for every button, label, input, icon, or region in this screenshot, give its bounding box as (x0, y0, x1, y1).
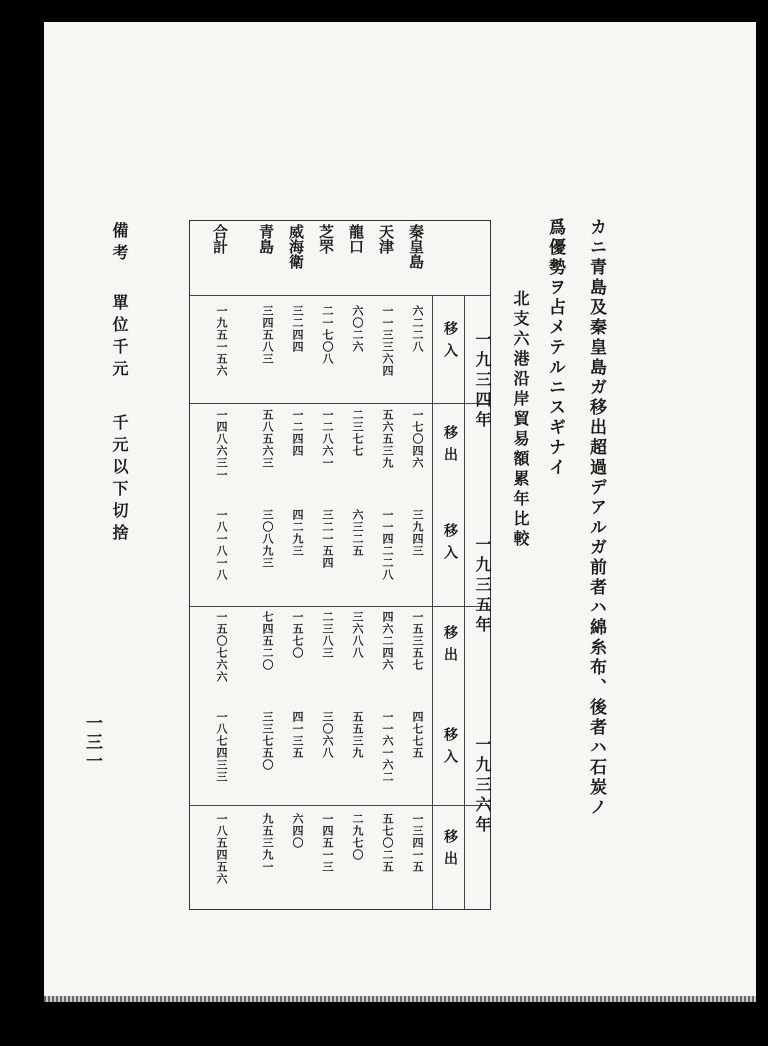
table-cell: 一八五四五六 (215, 813, 228, 885)
table-cell: 三〇八九三 (261, 509, 274, 569)
port-total: 合計 (211, 224, 229, 254)
scan-bottom-edge (44, 996, 756, 1002)
year-divider-3 (190, 805, 490, 806)
table-cell: 三二四四 (291, 305, 304, 353)
table-cell: 一一三三六四 (381, 305, 394, 377)
table-cell: 一五〇七六六 (215, 611, 228, 683)
table-cell: 四一三五 (291, 711, 304, 759)
table-cell: 三六八八 (351, 611, 364, 659)
year-1936: 一九三六年 (473, 736, 492, 836)
port-qinhuangdao: 秦皇島 (407, 224, 425, 269)
table-cell: 一一六一六二 (381, 711, 394, 783)
table-cell: 一九五一五六 (215, 305, 228, 377)
page-number: 一三一 (82, 714, 102, 771)
table-cell: 三二一五四 (321, 509, 334, 569)
table-cell: 二一七〇八 (321, 305, 334, 365)
year-1934: 一九三四年 (473, 331, 492, 431)
kind-label-1935-out: 移出 (442, 625, 458, 669)
table-cell: 一三四一五 (411, 813, 424, 873)
table-cell: 一八一八一八 (215, 509, 228, 581)
port-zhifu: 芝罘 (317, 224, 335, 254)
port-longkou: 龍口 (347, 224, 365, 254)
note-label: 備考 (110, 222, 129, 266)
table-cell: 四二九三 (291, 509, 304, 557)
table-cell: 三〇六八 (321, 711, 334, 759)
kind-label-1934-out: 移出 (442, 425, 458, 469)
table-cell: 九五三九一 (261, 813, 274, 873)
port-qingdao: 青島 (257, 224, 275, 254)
trade-table (189, 220, 491, 910)
kind-label-1936-out: 移出 (442, 829, 458, 873)
table-cell: 一二四四 (291, 409, 304, 457)
kind-label-1936-in: 移入 (442, 727, 458, 771)
year-1935: 一九三五年 (473, 536, 492, 636)
table-cell: 一五三五七 (411, 611, 424, 671)
table-title: 北支六港沿岸貿易額累年比較 (511, 290, 530, 550)
note-unit: 單位千元 (110, 294, 129, 382)
port-tianjin: 天津 (377, 224, 395, 254)
table-cell: 三三七五〇 (261, 711, 274, 771)
table-cell: 二九七〇 (351, 813, 364, 861)
table-cell: 一八七四三三 (215, 711, 228, 783)
table-cell: 一四八六三一 (215, 409, 228, 481)
note-rounding: 千元以下切捨 (110, 414, 129, 546)
header-divider (190, 295, 490, 296)
table-cell: 五七〇二五 (381, 813, 394, 873)
table-cell: 一一四二二八 (381, 509, 394, 581)
table-cell: 一七〇四六 (411, 409, 424, 469)
table-cell: 六四〇 (291, 813, 304, 849)
port-weihaiwei: 威海衛 (287, 224, 305, 269)
table-cell: 一二八六一 (321, 409, 334, 469)
table-cell: 六二二八 (411, 305, 424, 353)
body-text-line-1: カニ青島及秦皇島ガ移出超過デアルガ前者ハ綿糸布、後者ハ石炭ノ (586, 218, 606, 818)
kind-label-1935-in: 移入 (442, 523, 458, 567)
table-cell: 六〇二六 (351, 305, 364, 353)
table-cell: 二三七七 (351, 409, 364, 457)
table-cell: 四七七五 (411, 711, 424, 759)
table-cell: 五六五三九 (381, 409, 394, 469)
kind-divider (432, 295, 433, 909)
table-cell: 六三二五 (351, 509, 364, 557)
table-cell: 五五三九 (351, 711, 364, 759)
year-divider-2 (190, 606, 490, 607)
table-cell: 四六二四六 (381, 611, 394, 671)
table-cell: 一四五一三 (321, 813, 334, 873)
year-divider-1 (190, 403, 490, 404)
table-cell: 三九四三 (411, 509, 424, 557)
body-text-line-2: 爲優勢ヲ占メテルニスギナイ (545, 218, 565, 478)
table-cell: 五八五六三 (261, 409, 274, 469)
table-cell: 一五七〇 (291, 611, 304, 659)
table-cell: 二三八三 (321, 611, 334, 659)
kind-label-1934-in: 移入 (442, 321, 458, 365)
table-cell: 七四五二〇 (261, 611, 274, 671)
table-cell: 三四五八三 (261, 305, 274, 365)
